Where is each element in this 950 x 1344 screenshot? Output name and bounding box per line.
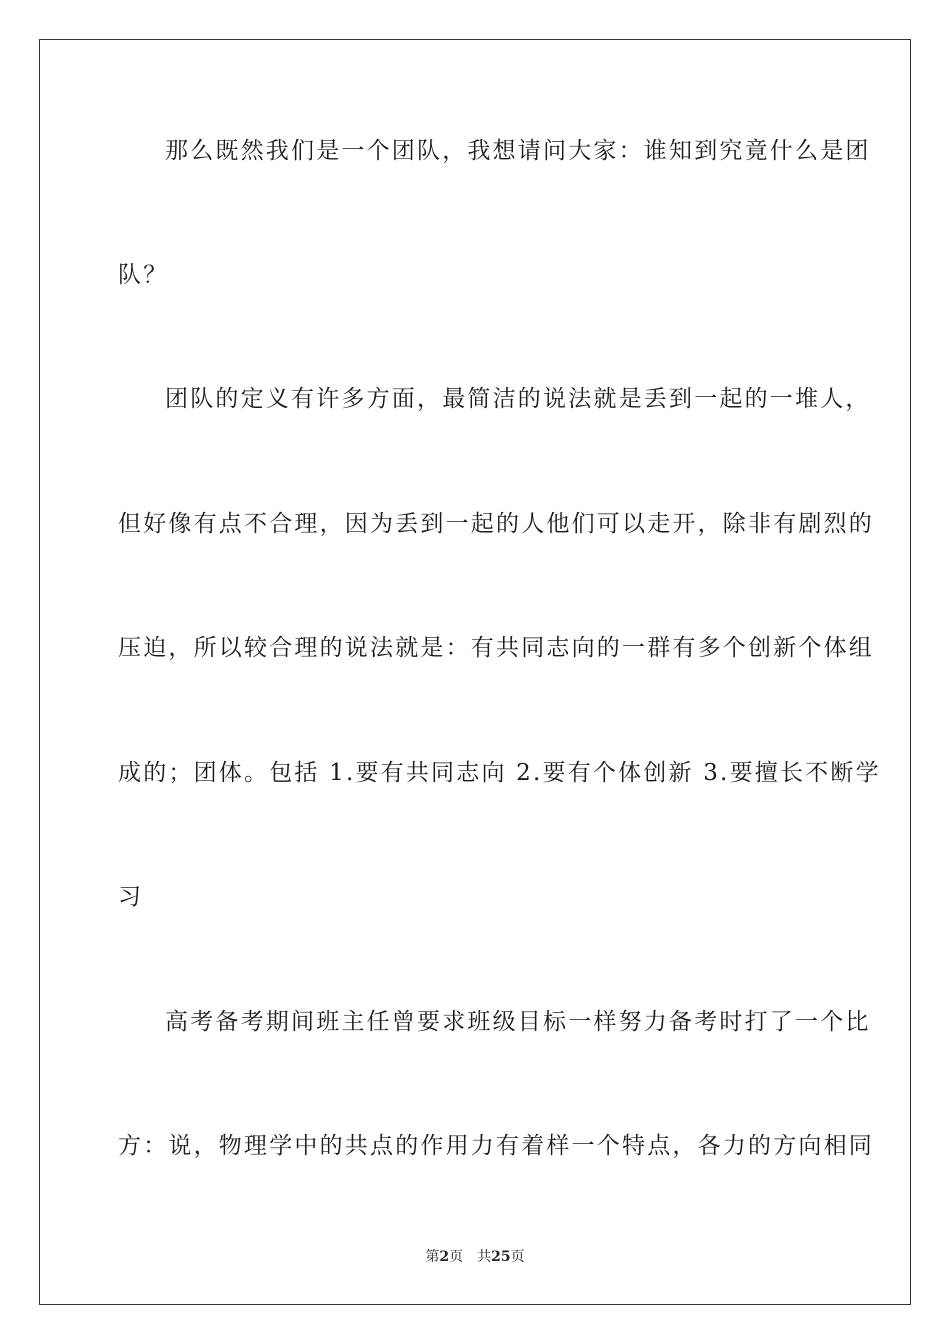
paragraph-1-line-2: 队？ [118, 262, 169, 288]
paragraph-1-line-1: 那么既然我们是一个团队，我想请问大家：谁知到究竟什么是团 [165, 138, 871, 164]
total-label-suffix: 页 [510, 1249, 525, 1265]
page-footer [0, 1247, 950, 1267]
paragraph-3-line-2: 方：说，物理学中的共点的作用力有着样一个特点，各力的方向相同 [118, 1133, 874, 1159]
page-border [39, 39, 911, 1305]
paragraph-2-line-4: 成的；团体。包括 1.要有共同志向 2.要有个体创新 3.要擅长不断学 [118, 760, 881, 786]
page-label-suffix: 页 [449, 1249, 464, 1265]
page-label-prefix: 第 [425, 1249, 440, 1265]
total-pages: 25 [491, 1249, 511, 1265]
total-label-prefix: 共 [477, 1249, 492, 1265]
paragraph-2-line-3: 压迫，所以较合理的说法就是：有共同志向的一群有多个创新个体组 [118, 635, 874, 661]
paragraph-2-line-5: 习 [118, 884, 144, 910]
paragraph-3-line-1: 高考备考期间班主任曾要求班级目标一样努力备考时打了一个比 [165, 1009, 871, 1035]
paragraph-2-line-2: 但好像有点不合理，因为丢到一起的人他们可以走开，除非有剧烈的 [118, 511, 874, 537]
page-number: 2 [439, 1249, 450, 1265]
paragraph-2-line-1: 团队的定义有许多方面，最简洁的说法就是丢到一起的一堆人， [165, 386, 871, 412]
